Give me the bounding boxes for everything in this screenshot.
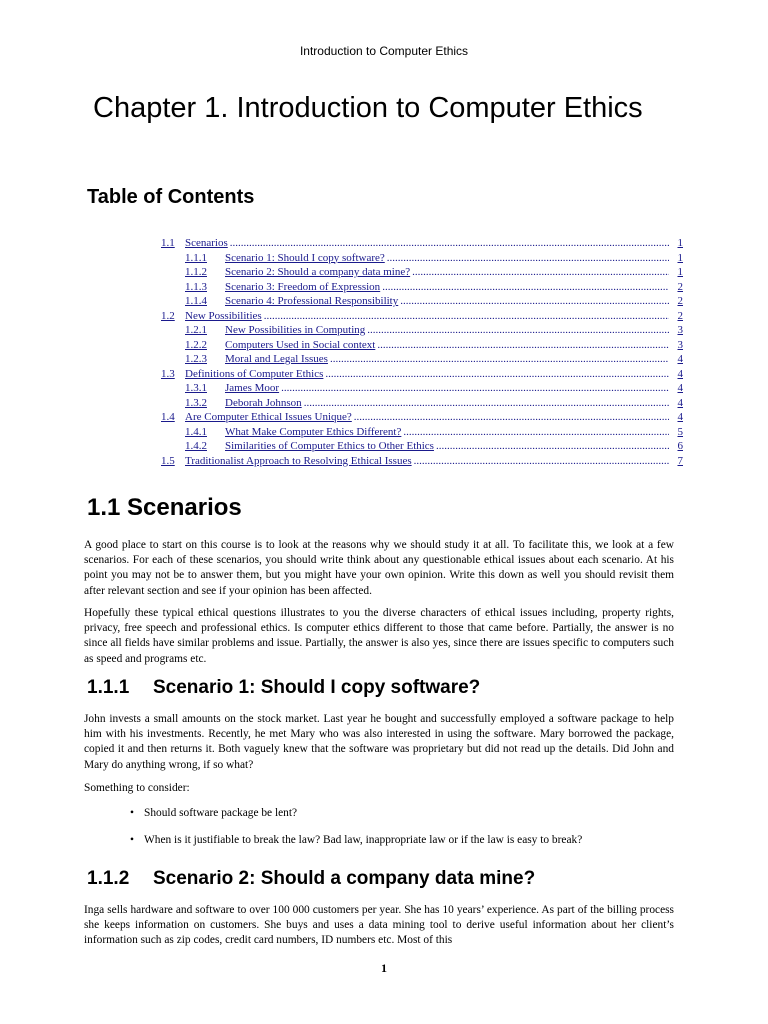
- section-title: Scenario 1: Should I copy software?: [153, 677, 481, 698]
- list-item: [130, 806, 670, 821]
- toc-entry-page[interactable]: 3: [677, 338, 683, 351]
- toc-entry-page[interactable]: 4: [677, 396, 683, 409]
- toc-entry-number: 1.5: [161, 454, 175, 467]
- toc-entry-page[interactable]: 4: [677, 382, 683, 394]
- toc-dot-leader: [354, 410, 669, 425]
- running-header: Introduction to Computer Ethics: [299, 44, 469, 58]
- toc-entry-number: 1.4.2: [185, 440, 207, 452]
- toc-entry[interactable]: [161, 410, 683, 425]
- toc-entry-title[interactable]: Traditionalist Approach to Resolving Ethical Issues: [185, 454, 412, 467]
- toc-entry-number: 1.4.1: [185, 425, 207, 438]
- section-heading-1-1: 1.1 Scenarios: [87, 494, 242, 521]
- toc-dot-leader: [304, 396, 669, 411]
- paragraph: Something to consider:: [84, 782, 190, 794]
- toc-entry-title[interactable]: New Possibilities in Computing: [225, 324, 366, 336]
- toc-dot-leader: [367, 323, 669, 338]
- toc-dot-leader: [400, 294, 669, 309]
- toc-entry[interactable]: [161, 352, 683, 367]
- toc-entry-title[interactable]: Similarities of Computer Ethics to Other Ethics: [225, 440, 434, 452]
- toc-dot-leader: [436, 439, 669, 454]
- toc-dot-leader: [264, 309, 669, 324]
- toc-entry-number: 1.1.2: [185, 266, 207, 278]
- toc-entry-page[interactable]: 1: [677, 266, 683, 278]
- toc-dot-leader: [377, 338, 669, 353]
- toc-entry-number: 1.3.2: [185, 396, 207, 409]
- toc-entry-title[interactable]: What Make Computer Ethics Different?: [225, 425, 402, 438]
- toc-entry-page[interactable]: 4: [677, 367, 683, 380]
- toc-entry-title[interactable]: Scenario 3: Freedom of Expression: [225, 280, 381, 293]
- toc-entry-number: 1.3.1: [185, 382, 207, 394]
- paragraph: Inga sells hardware and software to over 100 000 customers per year. She has 10 years’ experience. As part of the billing process she keeps information on customers. She buys and uses a data mining tool to derive useful information about her client’s information such as zip codes, credit card numbers, ID numbers etc. Most of this: [84, 904, 674, 947]
- toc-entry-number: 1.1.1: [185, 251, 207, 264]
- list-item: [130, 833, 670, 848]
- toc-entry-page[interactable]: 6: [677, 440, 683, 452]
- toc-entry[interactable]: [161, 425, 683, 440]
- toc-entry-title[interactable]: Computers Used in Social context: [225, 338, 376, 351]
- toc-entry-page[interactable]: 2: [677, 309, 683, 322]
- bullet-icon: •: [130, 807, 134, 819]
- bullet-list: [130, 806, 670, 860]
- toc-entry-page[interactable]: 4: [677, 353, 683, 365]
- toc-entry[interactable]: [161, 367, 683, 382]
- section-number: 1.1.2: [87, 868, 130, 889]
- toc-entry-page[interactable]: 1: [677, 251, 683, 264]
- section-number: 1.1.1: [87, 677, 130, 698]
- toc-entry-title[interactable]: Scenario 4: Professional Responsibility: [225, 295, 399, 307]
- toc-dot-leader: [230, 236, 669, 251]
- toc-entry-number: 1.3: [161, 367, 175, 380]
- table-of-contents: [161, 236, 683, 468]
- toc-entry-number: 1.2.1: [185, 324, 207, 336]
- toc-entry-title[interactable]: Scenario 2: Should a company data mine?: [225, 266, 411, 278]
- toc-entry-number: 1.2: [161, 309, 175, 322]
- toc-dot-leader: [330, 352, 669, 367]
- toc-dot-leader: [387, 251, 669, 266]
- toc-entry-page[interactable]: 2: [677, 295, 683, 307]
- page-number: 1: [381, 961, 387, 975]
- toc-entry[interactable]: [161, 396, 683, 411]
- toc-entry[interactable]: [161, 439, 683, 454]
- toc-dot-leader: [414, 454, 669, 469]
- toc-entry[interactable]: [161, 236, 683, 251]
- toc-entry-page[interactable]: 3: [677, 324, 683, 336]
- toc-dot-leader: [281, 381, 669, 396]
- list-item-text: When is it justifiable to break the law? Bad law, inappropriate law or if the law is easy to break?: [144, 834, 583, 846]
- paragraph: Hopefully these typical ethical questions illustrates to you the diverse characters of ethical issues including, property rights, privacy, free speech and professional ethics. Is computer ethics different to those that came before. Partially, the answer is no since all fields have similar problems and issue. Partially, the answer is also yes, since there are issues specific to computers such as speed and programs etc.: [84, 607, 674, 665]
- toc-entry[interactable]: [161, 309, 683, 324]
- toc-entry-page[interactable]: 2: [677, 280, 683, 293]
- toc-entry[interactable]: [161, 280, 683, 295]
- toc-entry-page[interactable]: 1: [677, 237, 683, 249]
- toc-entry-number: 1.1.4: [185, 295, 207, 307]
- toc-dot-leader: [382, 280, 669, 295]
- paragraph: A good place to start on this course is to look at the reasons why we should study it at all. To facilitate this, we look at a few scenarios. For each of these scenarios, you should write think about any questionable ethical issues about each scenario. At his point you may not be to answer them, but you might have your own opinion. Write this down as well you should revisit them after relevant section and see if your opinion has been affected.: [84, 539, 674, 597]
- toc-entry[interactable]: [161, 294, 683, 309]
- toc-dot-leader: [403, 425, 669, 440]
- toc-entry[interactable]: [161, 251, 683, 266]
- toc-entry-title[interactable]: Scenario 1: Should I copy software?: [225, 251, 385, 264]
- section-title: Scenario 2: Should a company data mine?: [153, 868, 536, 889]
- section-heading-1-1-2: [87, 868, 535, 890]
- bullet-icon: •: [130, 834, 134, 846]
- toc-entry[interactable]: [161, 454, 683, 469]
- toc-heading: Table of Contents: [87, 186, 255, 208]
- section-heading-1-1-1: [87, 677, 480, 699]
- toc-entry-title[interactable]: Moral and Legal Issues: [225, 353, 328, 365]
- toc-entry-page[interactable]: 4: [677, 411, 683, 423]
- toc-entry-page[interactable]: 5: [677, 425, 683, 438]
- toc-entry[interactable]: [161, 381, 683, 396]
- toc-entry[interactable]: [161, 265, 683, 280]
- toc-entry-number: 1.1.3: [185, 280, 207, 293]
- toc-entry-number: 1.4: [161, 411, 175, 423]
- toc-entry-number: 1.1: [161, 237, 175, 249]
- toc-entry-number: 1.2.2: [185, 338, 207, 351]
- toc-dot-leader: [325, 367, 669, 382]
- toc-dot-leader: [412, 265, 669, 280]
- toc-entry-title[interactable]: Are Computer Ethical Issues Unique?: [185, 411, 352, 423]
- toc-entry-title[interactable]: James Moor: [225, 382, 280, 394]
- toc-entry[interactable]: [161, 338, 683, 353]
- toc-entry-title[interactable]: Scenarios: [185, 237, 228, 249]
- toc-entry-number: 1.2.3: [185, 353, 207, 365]
- toc-entry-page[interactable]: 7: [677, 454, 683, 467]
- toc-entry-title[interactable]: Deborah Johnson: [225, 396, 302, 409]
- paragraph: John invests a small amounts on the stock market. Last year he bought and successfully employed a software package to help him with his investments. Recently, he met Mary who was also interested in using the software. Mary borrowed the package, copied it and then returns it. Both vaguely knew that the software was proprietary but did not read up the details. Did John and Mary do anything wrong, if so what?: [84, 713, 674, 771]
- toc-entry[interactable]: [161, 323, 683, 338]
- list-item-text: Should software package be lent?: [144, 807, 298, 819]
- toc-entry-title[interactable]: New Possibilities: [185, 309, 262, 322]
- toc-entry-title[interactable]: Definitions of Computer Ethics: [185, 367, 324, 380]
- chapter-title: Chapter 1. Introduction to Computer Ethics: [93, 92, 643, 124]
